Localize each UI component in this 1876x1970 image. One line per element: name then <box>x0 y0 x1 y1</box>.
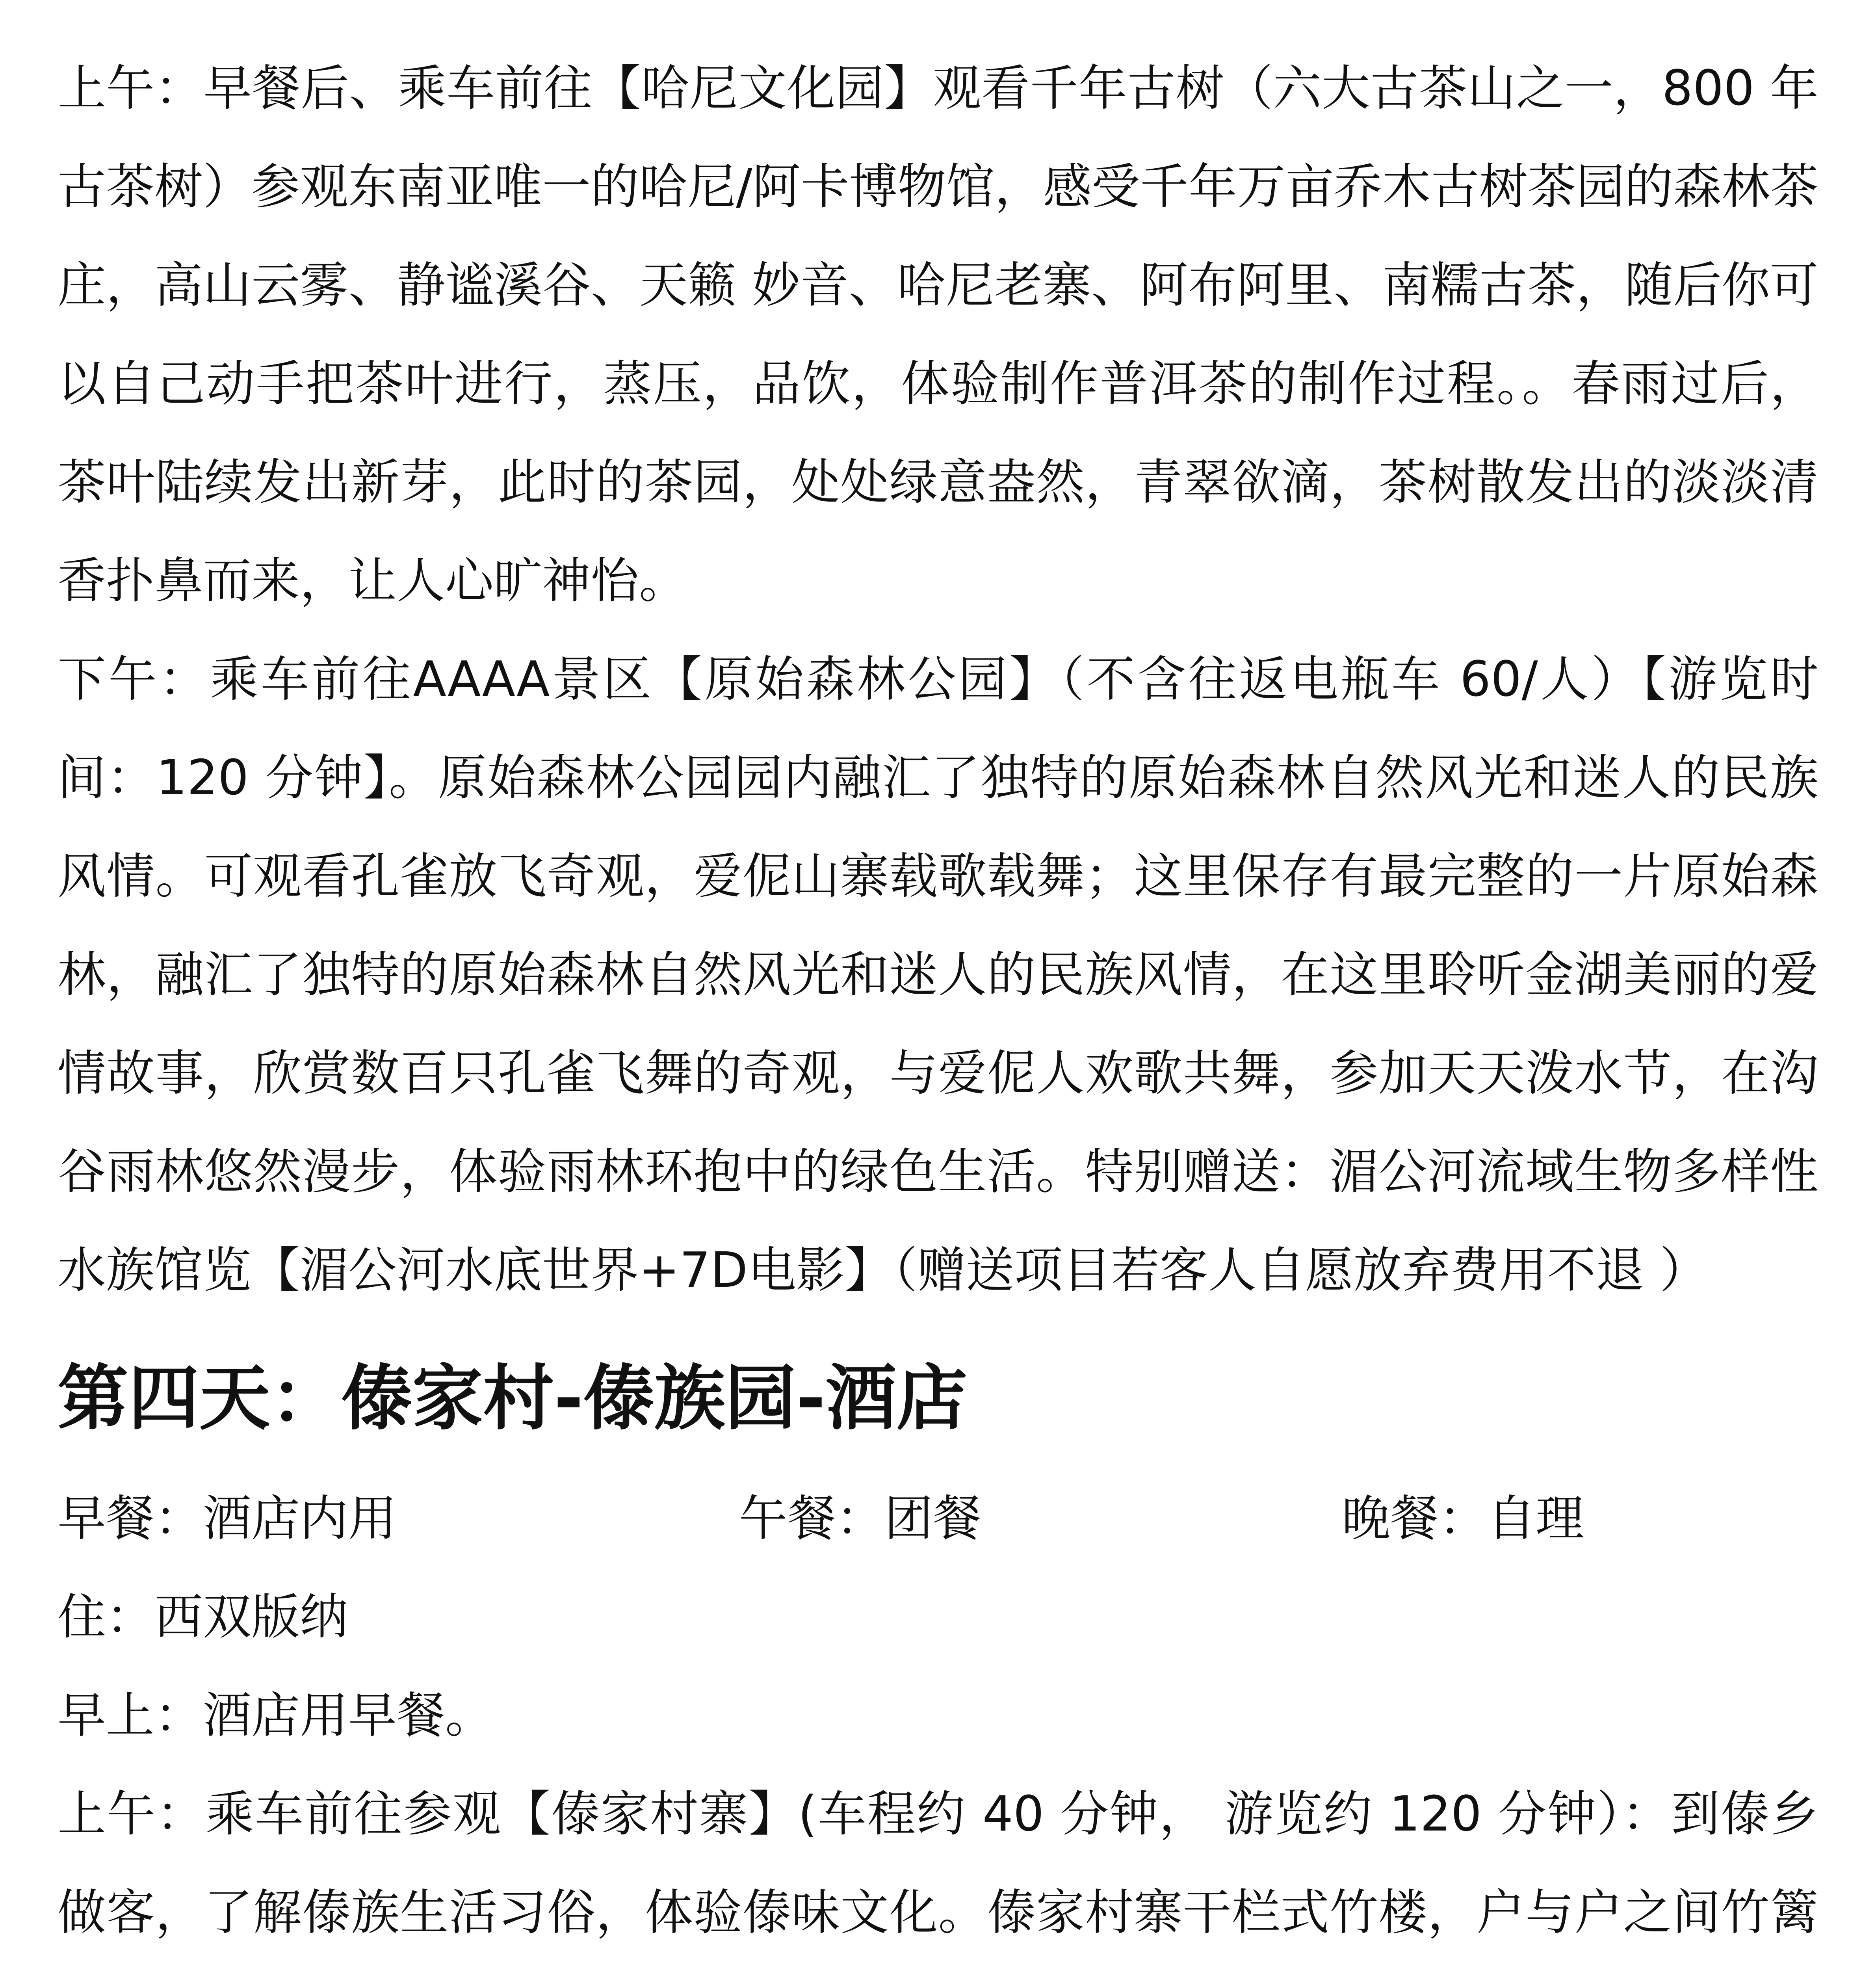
day4-stay: 住：西双版纳 <box>58 1589 348 1645</box>
day4-meals-row <box>58 1470 1818 1568</box>
document-page <box>58 39 1818 1970</box>
day4-early: 早上：酒店用早餐。 <box>58 1688 494 1744</box>
meal-dinner: 晚餐：自理 <box>1342 1491 1584 1547</box>
meal-breakfast: 早餐：酒店内用 <box>58 1491 397 1547</box>
day4-morning-paragraph: 上午：乘车前往参观【傣家村寨】(车程约 40 分钟， 游览约 120 分钟）：到傣乡做客，了解傣族生活习俗，体验傣味文化。傣家村寨干栏式竹楼，户与户之间竹篱 <box>58 1786 1818 1941</box>
prev-afternoon-paragraph: 下午：乘车前往AAAA景区【原始森林公园】（不含往返电瓶车 60/人）【游览时间：120 分钟】。原始森林公园园内融汇了独特的原始森林自然风光和迷人的民族风情。可观看孔雀放飞奇观，爱伲山寨载歌载舞；这里保存有最完整的一片原始森林，融汇了独特的原始森林自然风光和迷人的民族风情，在这里聆听金湖美丽的爱情故事，欣赏数百只孔雀飞舞的奇观，与爱伲人欢歌共舞，参加天天泼水节，在沟谷雨林悠然漫步，体验雨林环抱中的绿色生活。特别赠送：湄公河流域生物多样性水族馆览【湄公河水底世界+7D电影】（赠送项目若客人自愿放弃费用不退 ） <box>58 651 1818 1299</box>
day4-heading: 第四天：傣家村-傣族园-酒店 <box>58 1357 968 1440</box>
prev-morning-paragraph: 上午：早餐后、乘车前往【哈尼文化园】观看千年古树（六大古茶山之一，800 年古茶树）参观东南亚唯一的哈尼/阿卡博物馆，感受千年万亩乔木古树茶园的森林茶庄，高山云雾、静谧溪谷、天籁 妙音、哈尼老寨、阿布阿里、南糯古茶，随后你可以自己动手把茶叶进行，蒸压，品饮，体验制作普洱茶的制作过程。。春雨过后，茶叶陆续发出新芽，此时的茶园，处处绿意盎然，青翠欲滴，茶树散发出的淡淡清香扑鼻而来，让人心旷神怡。 <box>58 60 1818 609</box>
meal-lunch: 午餐：团餐 <box>739 1491 981 1547</box>
